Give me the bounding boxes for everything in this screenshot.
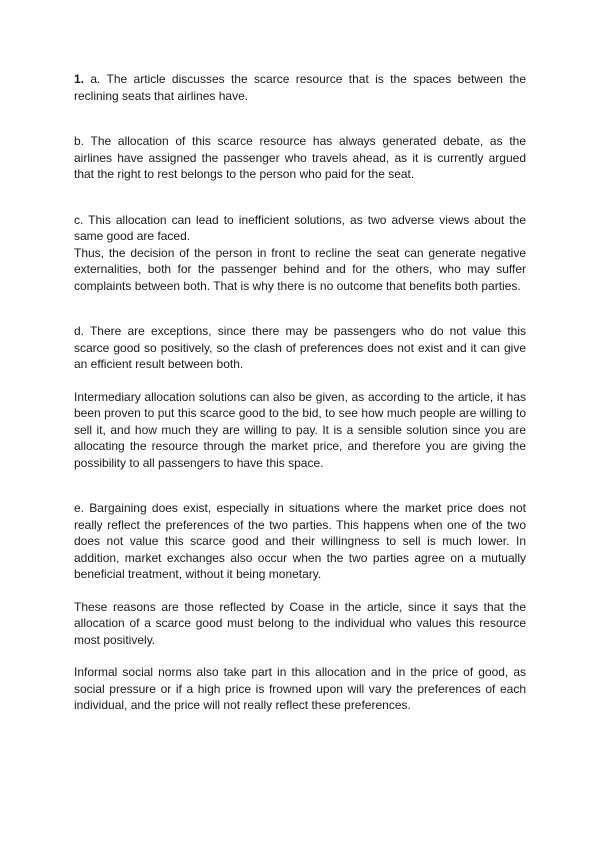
paragraph-a [74,71,526,104]
paragraph-b: b. The allocation of this scarce resource has always generated debate, as the airlines have assigned the passenger who travels ahead, as it is currently argued that the right to rest belongs to the person who paid for the seat. [74,134,526,181]
paragraph-d-intermediary: Intermediary allocation solutions can also be given, as according to the article, it has been proven to put this scarce good to the bid, to see how much people are willing to sell it, and how much they are willing to pay. It is a sensible solution since you are allocating the resource through the market price, and therefore you are giving the possibility to all passengers to have this space. [74,389,526,470]
paragraph-e-bargaining: e. Bargaining does exist, especially in situations where the market price does not really reflect the preferences of the two parties. This happens when one of the two does not value this scarce good and their willingness to sell is much lower. In addition, market exchanges also occur when the two parties agree on a mutually beneficial treatment, without it being monetary. [74,501,526,581]
paragraph-a-text: a. The article discusses the scarce resource that is the spaces between the reclining seats that airlines have. [74,72,526,103]
paragraph-d-exceptions: d. There are exceptions, since there may be passengers who do not value this scarce good so positively, so the clash of preferences does not exist and it can give an efficient result between both. [74,324,526,371]
paragraph-social-norms: Informal social norms also take part in this allocation and in the price of good, as social pressure or if a high price is frowned upon will vary the preferences of each individual, and the price will not really reflect these preferences. [74,665,526,712]
paragraph-c-intro: c. This allocation can lead to inefficient solutions, as two adverse views about the same good are faced. [74,212,526,243]
paragraph-coase: These reasons are those reflected by Coase in the article, since it says that the allocation of a scarce good must belong to the individual who values this resource most positively. [74,599,526,647]
question-number: 1. [74,72,85,86]
document-page [74,71,526,714]
paragraph-c-thus: Thus, the decision of the person in front to recline the seat can generate negative externalities, both for the passenger behind and for the others, who may suffer complaints between both. That is why there is no outcome that benefits both parties. [74,245,526,293]
